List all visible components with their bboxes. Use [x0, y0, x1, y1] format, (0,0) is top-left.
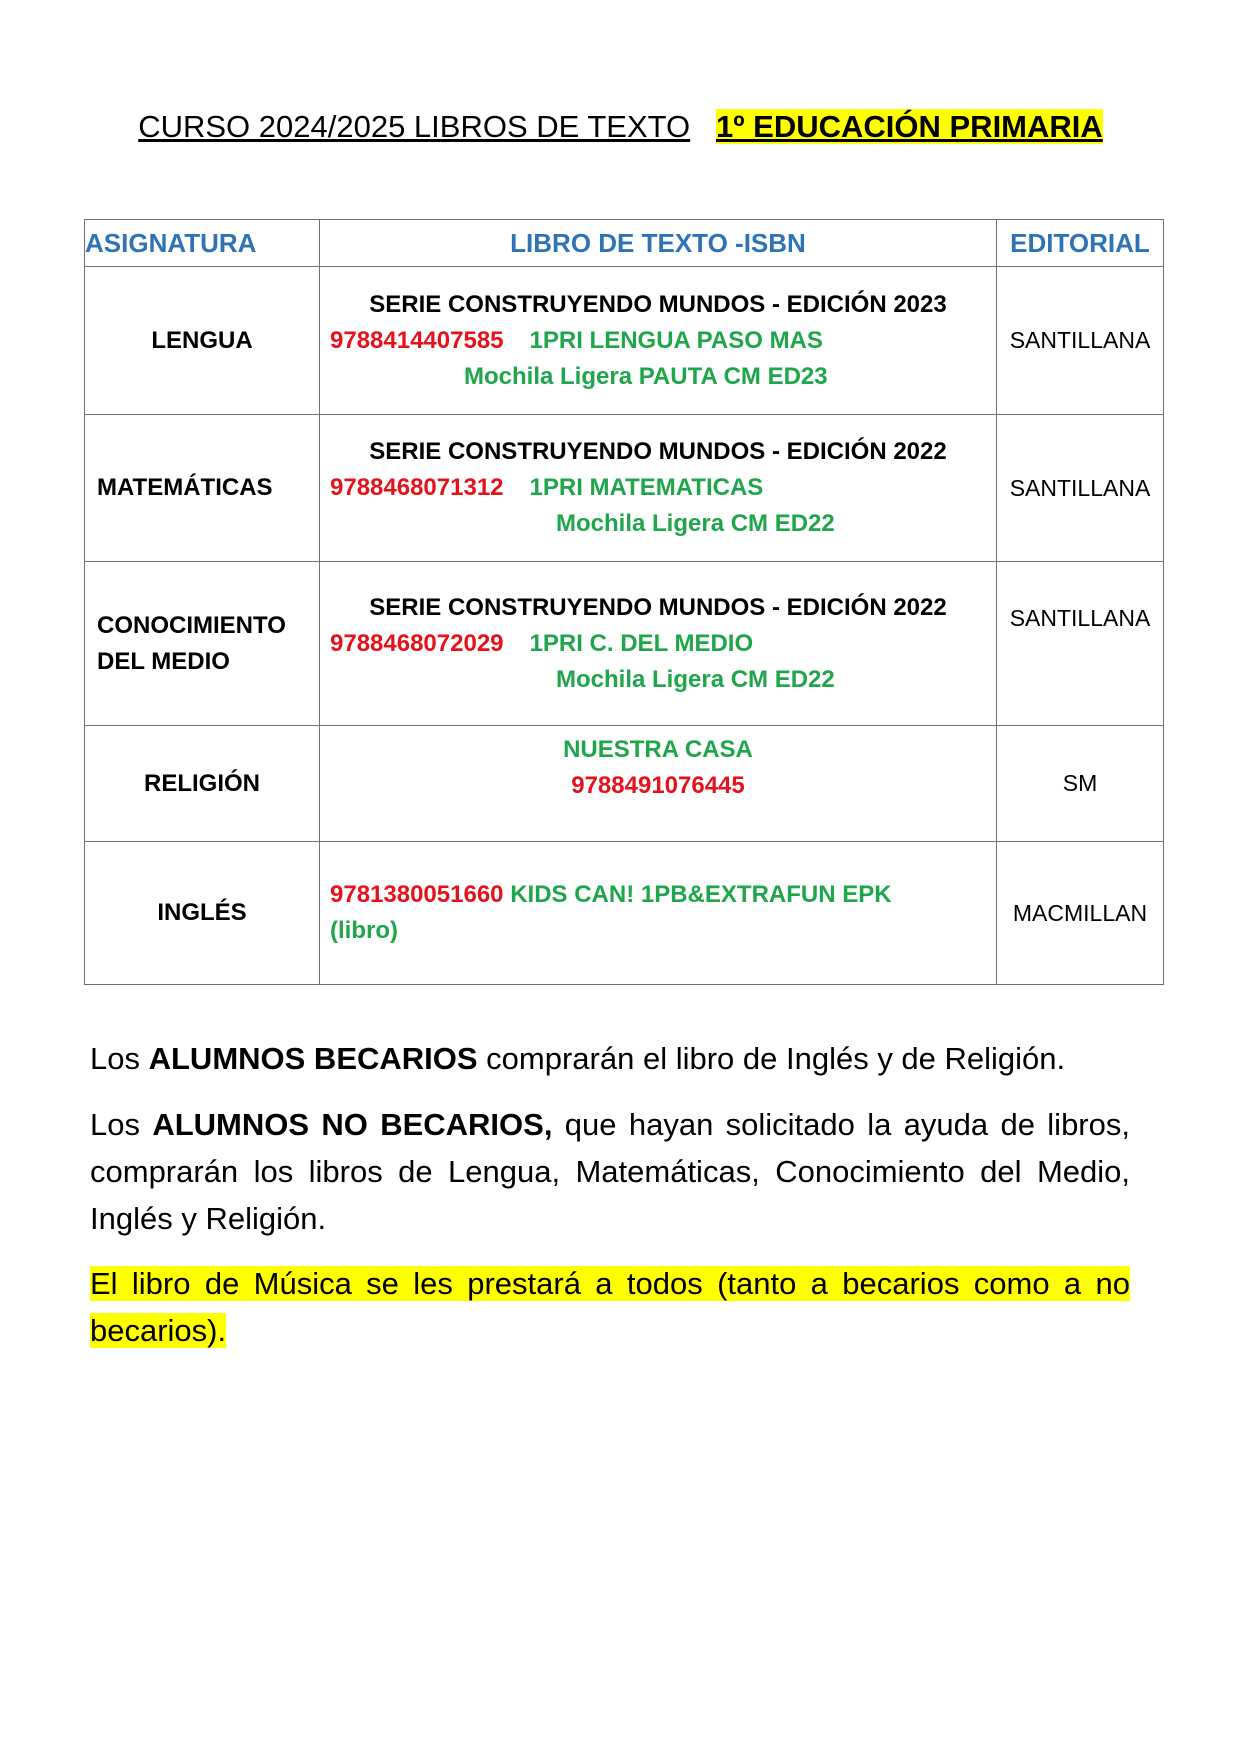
book-series: SERIE CONSTRUYENDO MUNDOS - EDICIÓN 2022 — [369, 438, 947, 465]
book-cell — [320, 726, 997, 842]
table-header-row — [85, 220, 1164, 267]
book-isbn: 9788491076445 — [571, 772, 745, 799]
table-row — [85, 726, 1164, 842]
subject-cell: MATEMÁTICAS — [85, 415, 320, 562]
book-isbn: 9788414407585 — [330, 326, 504, 354]
header-asignatura: ASIGNATURA — [85, 220, 320, 267]
subject-line: DEL MEDIO — [97, 647, 230, 675]
book-cell — [320, 267, 997, 415]
book-isbn: 9788468072029 — [330, 629, 504, 657]
book-title: 1PRI MATEMATICAS — [529, 474, 764, 501]
book-series: SERIE CONSTRUYENDO MUNDOS - EDICIÓN 2022 — [369, 593, 947, 621]
book-series: SERIE CONSTRUYENDO MUNDOS - EDICIÓN 2023 — [369, 290, 947, 318]
book-subtitle: Mochila Ligera PAUTA CM ED23 — [464, 362, 828, 390]
book-title: 1PRI C. DEL MEDIO — [529, 629, 754, 657]
table-row — [85, 415, 1164, 562]
book-cell — [320, 842, 997, 985]
book-title: KIDS CAN! 1PB&EXTRAFUN EPK — [510, 881, 892, 908]
subject-cell: INGLÉS — [85, 842, 320, 985]
header-editorial: EDITORIAL — [997, 220, 1164, 267]
subject-cell: LENGUA — [85, 267, 320, 415]
note-musica-highlight: El libro de Música se les prestará a todos (tanto a becarios como a no becarios). — [90, 1266, 1130, 1348]
subject-cell — [85, 562, 320, 726]
book-title: 1PRI LENGUA PASO MAS — [529, 326, 823, 354]
title-course: CURSO 2024/2025 LIBROS DE TEXTO — [138, 109, 691, 144]
title-grade: 1º EDUCACIÓN PRIMARIA — [715, 109, 1103, 144]
book-subtitle: Mochila Ligera CM ED22 — [556, 665, 835, 693]
editorial-cell: SANTILLANA — [997, 267, 1164, 415]
book-title: NUESTRA CASA — [563, 736, 753, 763]
book-isbn: 9781380051660 — [330, 881, 504, 908]
table-row — [85, 562, 1164, 726]
subject-cell: RELIGIÓN — [85, 726, 320, 842]
editorial-cell: SANTILLANA — [997, 415, 1164, 562]
note-becarios: Los ALUMNOS BECARIOS comprarán el libro de Inglés y de Religión. — [90, 1041, 1066, 1076]
note-no-becarios: Los ALUMNOS NO BECARIOS, que hayan solicitado la ayuda de libros, comprarán los libros de Lengua, Matemáticas, Conocimiento del Medio, Inglés y Religión. — [90, 1107, 1130, 1236]
note-musica — [90, 1260, 1130, 1354]
book-isbn: 9788468071312 — [330, 474, 504, 501]
book-cell — [320, 562, 997, 726]
table-row — [85, 842, 1164, 985]
header-libro: LIBRO DE TEXTO -ISBN — [320, 220, 997, 267]
textbook-table — [84, 219, 1164, 985]
editorial-cell: MACMILLAN — [997, 842, 1164, 985]
note-no-becarios-bold: ALUMNOS NO BECARIOS, — [152, 1107, 553, 1142]
editorial-cell: SANTILLANA — [997, 562, 1164, 726]
table-row — [85, 267, 1164, 415]
book-subtitle: Mochila Ligera CM ED22 — [556, 510, 835, 537]
book-note: (libro) — [330, 917, 398, 944]
note-becarios-bold: ALUMNOS BECARIOS — [148, 1041, 478, 1076]
page-title — [0, 105, 1241, 149]
book-cell — [320, 415, 997, 562]
editorial-cell: SM — [997, 726, 1164, 842]
subject-line: CONOCIMIENTO — [97, 611, 286, 639]
